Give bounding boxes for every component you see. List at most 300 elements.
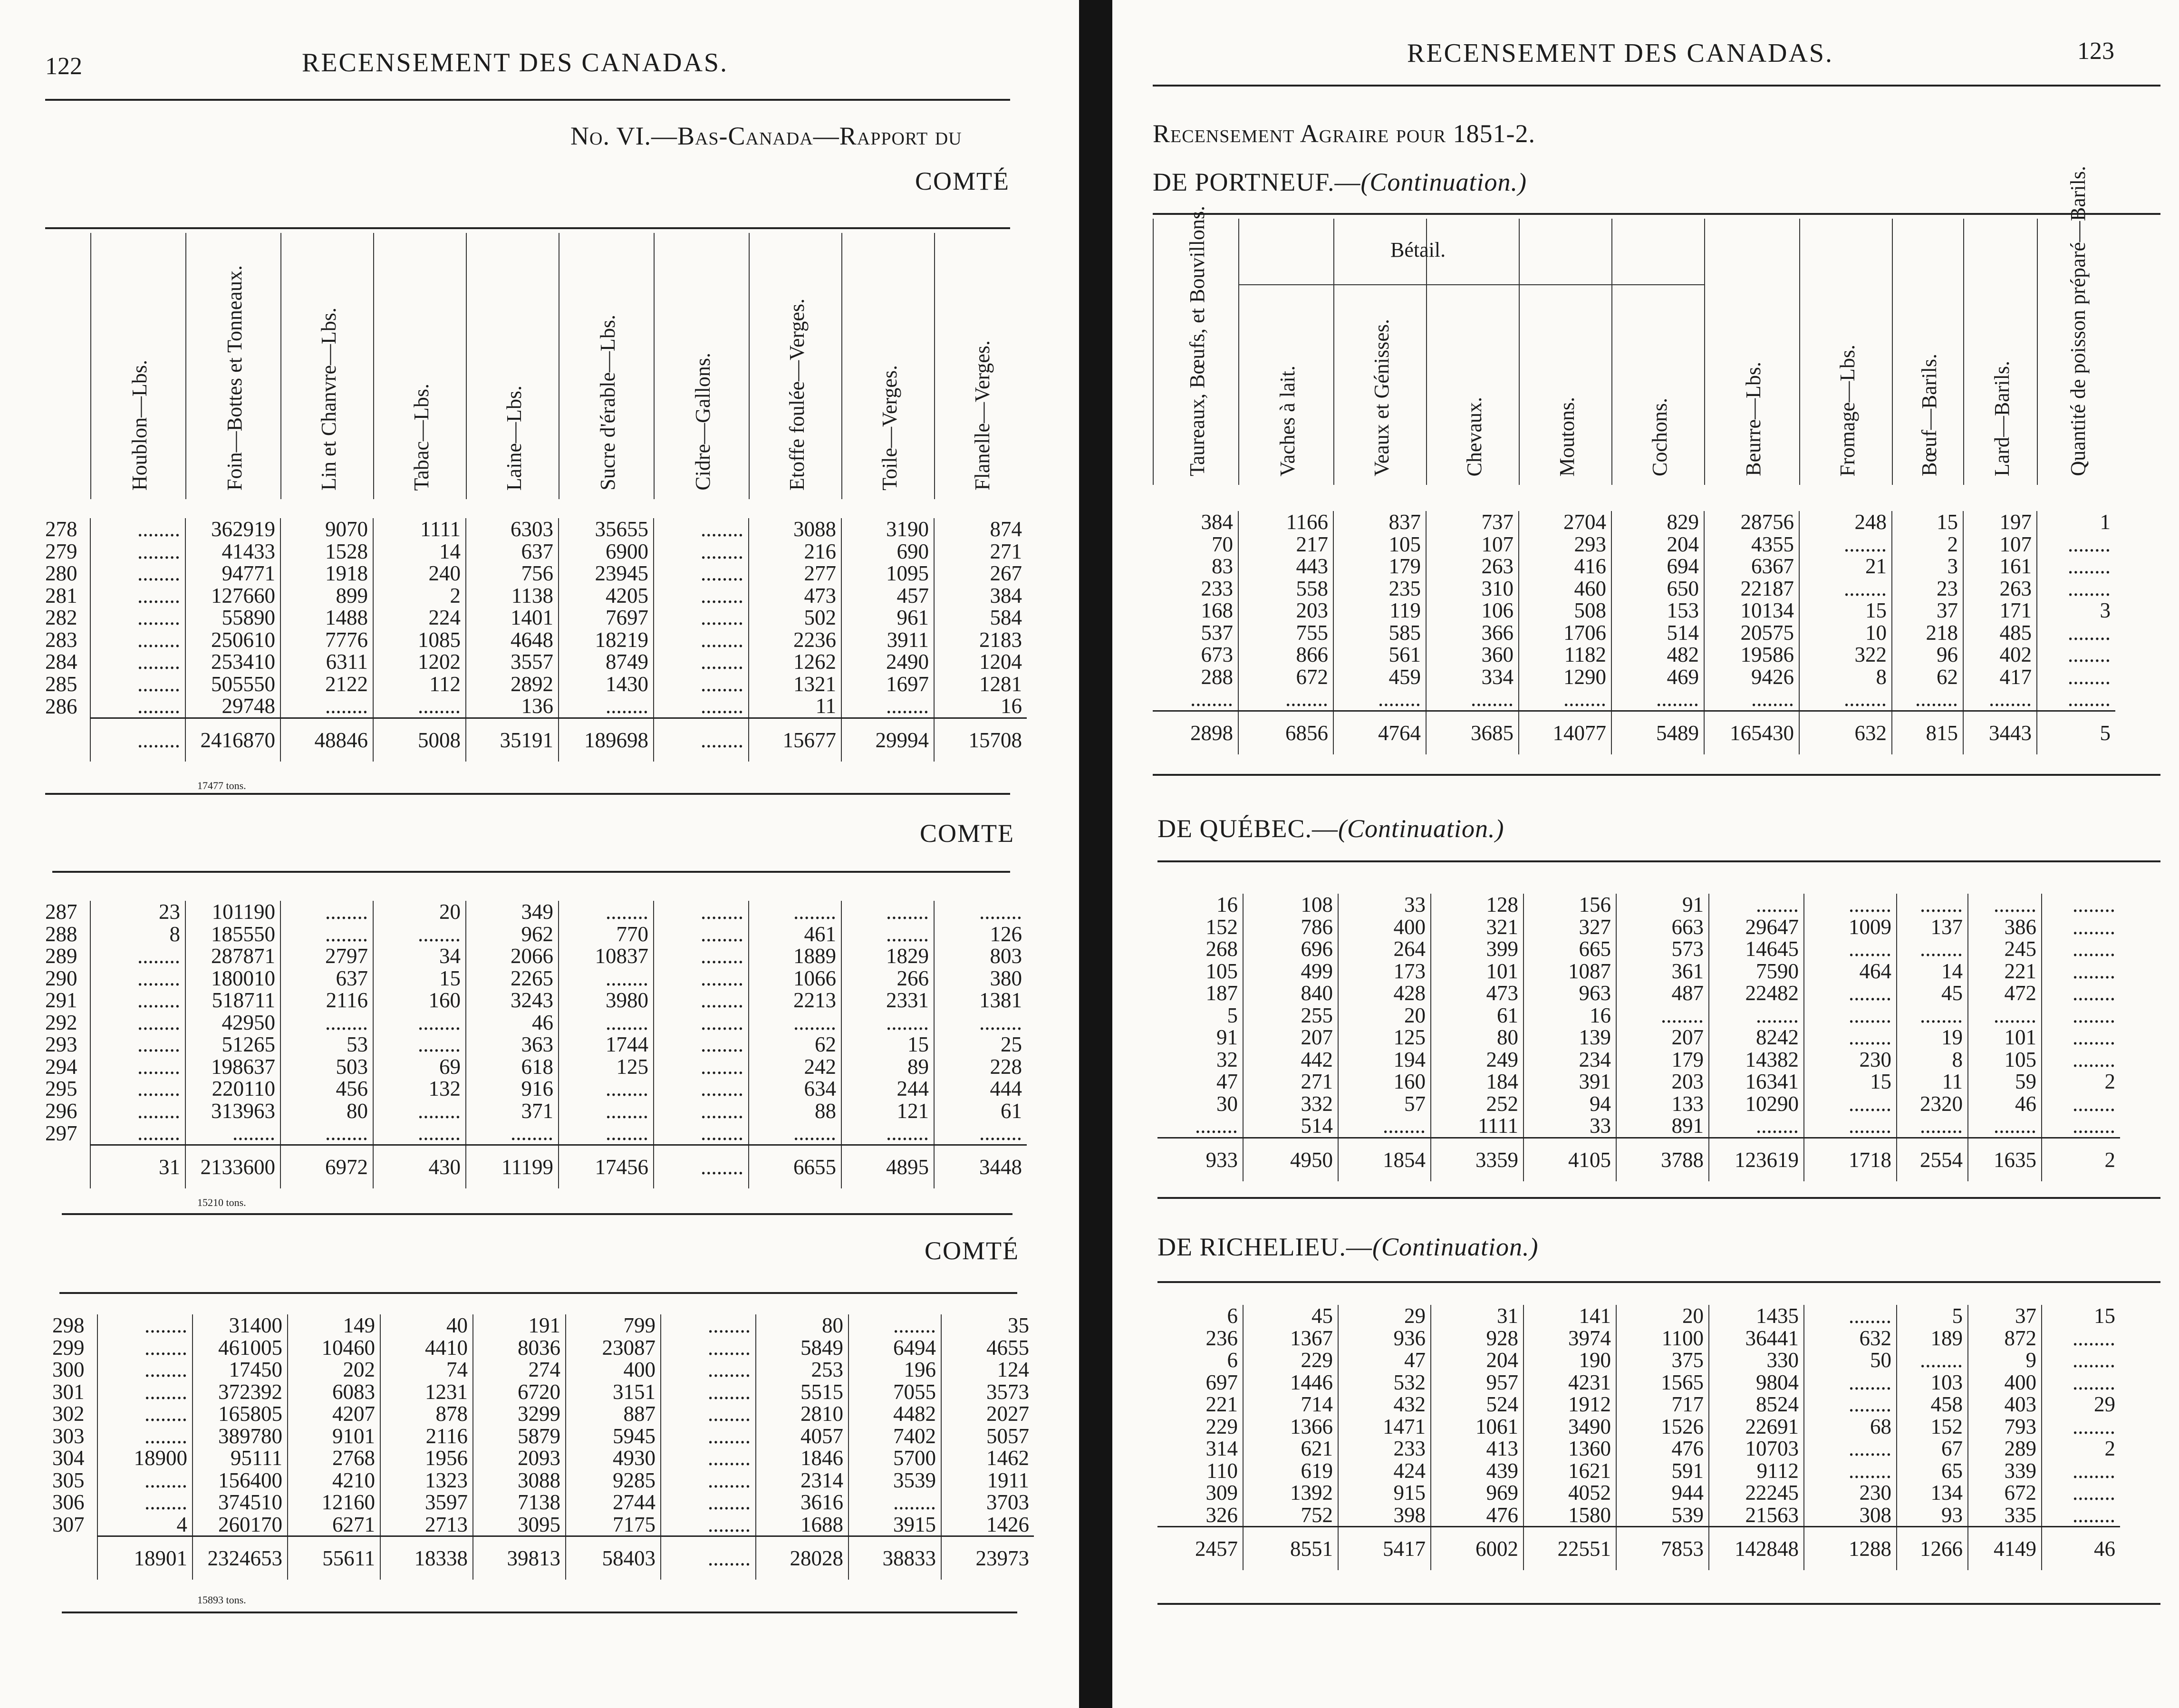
- table-cell: 22691: [1709, 1416, 1804, 1438]
- table-row: [1157, 1004, 2120, 1027]
- table-cell: 391: [1523, 1071, 1616, 1093]
- table-cell: [45, 1145, 90, 1188]
- table-cell: 3980: [559, 989, 654, 1012]
- table-cell: 2768: [288, 1447, 380, 1469]
- table-cell: ........: [90, 1078, 185, 1100]
- running-head: RECENSEMENT DES CANADAS.: [1407, 39, 1834, 68]
- left-page: [0, 0, 1079, 1708]
- divider: [59, 1292, 1017, 1294]
- table-row: [1153, 533, 2115, 556]
- table-cell: 799: [566, 1314, 661, 1337]
- table-cell: 786: [1243, 916, 1338, 938]
- divider: [1157, 1603, 2160, 1605]
- table-cell: 22245: [1709, 1482, 1804, 1504]
- table-cell: 360: [1426, 644, 1519, 666]
- row-number: 294: [45, 1054, 77, 1079]
- table-cell: ........: [373, 1012, 466, 1034]
- table-cell: ........: [1804, 1460, 1897, 1482]
- table-cell: 253: [756, 1359, 848, 1381]
- row-number: 283: [45, 627, 77, 652]
- table-cell: 8: [90, 923, 185, 946]
- table-cell: 229: [1243, 1349, 1338, 1371]
- table-cell: 424: [1338, 1460, 1431, 1482]
- table-cell: 473: [1431, 982, 1523, 1004]
- running-head: RECENSEMENT DES CANADAS.: [302, 48, 729, 77]
- table-cell: 230: [1804, 1049, 1897, 1071]
- table-cell: 3573: [941, 1381, 1034, 1403]
- table-cell: 1401: [466, 607, 559, 629]
- table-cell: 89: [841, 1056, 934, 1078]
- total-cell: 4764: [1333, 711, 1426, 754]
- table-cell: ........: [559, 1122, 654, 1145]
- table-cell: 221: [1968, 960, 2042, 983]
- table-cell: 558: [1238, 578, 1333, 600]
- table-cell: 23: [90, 901, 185, 923]
- table-cell: 96: [1892, 644, 1963, 666]
- column-header-label: Foin—Bottes et Tonneaux.: [223, 265, 246, 491]
- column-header: [1799, 219, 1893, 485]
- table-cell: 94771: [185, 562, 280, 585]
- table-cell: 4207: [288, 1403, 380, 1425]
- total-cell: 5: [2037, 711, 2115, 754]
- table-cell: 314: [1205, 1437, 1238, 1460]
- table-cell: ........: [90, 1056, 185, 1078]
- table-cell: 5: [1227, 1003, 1238, 1027]
- table-cell: 963: [1523, 982, 1616, 1004]
- total-cell: 38833: [848, 1536, 941, 1580]
- table-cell: ........: [654, 585, 749, 607]
- table-cell: 25: [934, 1033, 1027, 1056]
- table-cell: 3597: [380, 1491, 473, 1514]
- table-cell: 3557: [466, 651, 559, 673]
- county-name: DE RICHELIEU.—: [1157, 1233, 1372, 1261]
- table-cell: 216: [749, 540, 841, 563]
- table-cell: ........: [654, 923, 749, 946]
- table-cell: 618: [466, 1056, 559, 1078]
- table-cell: ........: [654, 607, 749, 629]
- table-cell: 160: [1338, 1071, 1431, 1093]
- table-cell: ........: [661, 1514, 756, 1536]
- total-cell: 58403: [566, 1536, 661, 1580]
- table-cell: 264: [1338, 938, 1431, 960]
- table-cell: ........: [90, 673, 185, 695]
- table-cell: ........: [1804, 1115, 1897, 1138]
- table-cell: ........: [661, 1425, 756, 1447]
- table-cell: 67: [1897, 1438, 1968, 1460]
- table-cell: 36441: [1709, 1327, 1804, 1350]
- table-cell: 2314: [756, 1469, 848, 1492]
- table-cell: 10290: [1709, 1093, 1804, 1115]
- table-cell: 127660: [185, 585, 280, 607]
- total-cell: 28028: [756, 1536, 848, 1580]
- table-cell: 112: [373, 673, 466, 695]
- table-cell: 524: [1431, 1393, 1523, 1416]
- totals-row: [1153, 711, 2115, 754]
- table-row: [52, 1359, 1034, 1381]
- table-cell: 6: [1227, 1348, 1238, 1372]
- table-cell: ........: [841, 923, 934, 946]
- table-cell: 128: [1431, 894, 1523, 916]
- table-cell: 7590: [1709, 960, 1804, 983]
- table-cell: 198637: [185, 1056, 280, 1078]
- column-header-label: Quantité de poisson préparé—Barils.: [2066, 166, 2090, 476]
- table-cell: 1911: [941, 1469, 1034, 1492]
- table-cell: 5057: [941, 1425, 1034, 1447]
- table-cell: 6311: [280, 651, 373, 673]
- table-cell: 288: [1201, 665, 1233, 689]
- table-cell: 136: [466, 695, 559, 718]
- table-cell: 9: [1968, 1349, 2042, 1371]
- table-cell: 332: [1243, 1093, 1338, 1115]
- table-cell: 335: [1968, 1504, 2042, 1527]
- table-cell: 1956: [380, 1447, 473, 1469]
- table-cell: 4410: [380, 1337, 473, 1359]
- table-cell: 18900: [97, 1447, 193, 1469]
- table-cell: ........: [654, 945, 749, 967]
- table-cell: 3299: [473, 1403, 566, 1425]
- row-number: 291: [45, 988, 77, 1012]
- table-cell: ........: [654, 1056, 749, 1078]
- table-cell: 80: [280, 1100, 373, 1122]
- table-row: [1157, 1093, 2120, 1115]
- table-cell: 29: [1338, 1305, 1431, 1327]
- table-cell: 9426: [1704, 666, 1799, 688]
- table-cell: 663: [1616, 916, 1709, 938]
- table-cell: 469: [1611, 666, 1704, 688]
- table-cell: ........: [97, 1337, 193, 1359]
- table-cell: 696: [1243, 938, 1338, 960]
- data-table: [1157, 1305, 2120, 1570]
- table-row: [52, 1447, 1034, 1469]
- table-row: [45, 945, 1027, 967]
- table-cell: ........: [185, 1122, 280, 1145]
- table-cell: 3095: [473, 1514, 566, 1536]
- table-cell: 249: [1431, 1049, 1523, 1071]
- table-cell: 91: [1216, 1025, 1238, 1049]
- table-cell: 7776: [280, 629, 373, 651]
- table-cell: 23: [1892, 578, 1963, 600]
- table-cell: ........: [2037, 533, 2115, 556]
- table-cell: 2122: [280, 673, 373, 695]
- table-cell: ........: [90, 967, 185, 990]
- total-cell: 46: [2042, 1527, 2120, 1571]
- table-cell: ........: [661, 1337, 756, 1359]
- table-cell: 18219: [559, 629, 654, 651]
- table-cell: 47: [1216, 1070, 1238, 1093]
- table-cell: 1912: [1523, 1393, 1616, 1416]
- column-header: [280, 233, 374, 499]
- total-cell: 123619: [1709, 1138, 1804, 1181]
- table-cell: ........: [97, 1359, 193, 1381]
- table-cell: 887: [566, 1403, 661, 1425]
- table-cell: 417: [1963, 666, 2037, 688]
- table-cell: 443: [1238, 555, 1333, 578]
- table-cell: 14: [373, 540, 466, 563]
- table-cell: 514: [1611, 622, 1704, 644]
- table-cell: ........: [654, 540, 749, 563]
- table-cell: 327: [1523, 916, 1616, 938]
- table-cell: 384: [934, 585, 1027, 607]
- table-cell: 263: [1963, 578, 2037, 600]
- table-cell: ........: [1968, 1004, 2042, 1027]
- table-cell: 191: [473, 1314, 566, 1337]
- table-cell: 152: [1897, 1416, 1968, 1438]
- total-cell: 6856: [1238, 711, 1333, 754]
- divider: [1157, 1197, 2160, 1199]
- table-row: [1157, 1416, 2120, 1438]
- table-cell: 619: [1243, 1460, 1338, 1482]
- table-cell: 185550: [185, 923, 280, 946]
- table-cell: 461005: [193, 1337, 288, 1359]
- table-cell: 3088: [473, 1469, 566, 1492]
- table-cell: 7402: [848, 1425, 941, 1447]
- table-cell: 16: [934, 695, 1027, 718]
- table-row: [1157, 982, 2120, 1004]
- total-cell: 6002: [1431, 1527, 1523, 1571]
- table-cell: ........: [654, 651, 749, 673]
- table-cell: 106: [1426, 599, 1519, 622]
- table-cell: 962: [466, 923, 559, 946]
- table-cell: 1360: [1523, 1438, 1616, 1460]
- table-cell: 2213: [749, 989, 841, 1012]
- table-cell: ........: [2042, 1460, 2120, 1482]
- table-row: [1157, 1393, 2120, 1416]
- table-row: [45, 540, 1027, 563]
- table-cell: 6083: [288, 1381, 380, 1403]
- column-header: [466, 233, 559, 499]
- table-cell: 202: [288, 1359, 380, 1381]
- table-cell: ........: [2042, 1115, 2120, 1138]
- total-cell: 11199: [466, 1145, 559, 1188]
- table-row: [45, 967, 1027, 990]
- table-cell: 119: [1333, 599, 1426, 622]
- total-cell: 31: [90, 1145, 185, 1188]
- table-cell: ........: [841, 695, 934, 718]
- table-cell: 21: [1799, 555, 1892, 578]
- table-cell: 1435: [1709, 1305, 1804, 1327]
- table-cell: ........: [90, 585, 185, 607]
- total-cell: 632: [1799, 711, 1892, 754]
- table-row: [1157, 1327, 2120, 1350]
- total-cell: 3448: [934, 1145, 1027, 1188]
- table-cell: ........: [90, 562, 185, 585]
- table-cell: 3190: [841, 518, 934, 540]
- table-cell: 1290: [1519, 666, 1611, 688]
- total-cell: 1266: [1897, 1527, 1968, 1571]
- table-cell: 2810: [756, 1403, 848, 1425]
- table-cell: 460: [1519, 578, 1611, 600]
- table-cell: 10134: [1704, 599, 1799, 622]
- table-cell: 3088: [749, 518, 841, 540]
- table-cell: ........: [654, 673, 749, 695]
- total-cell: 8551: [1243, 1527, 1338, 1571]
- table-cell: 5515: [756, 1381, 848, 1403]
- table-cell: 1202: [373, 651, 466, 673]
- table-cell: 3: [2037, 599, 2115, 622]
- total-cell: 2554: [1897, 1138, 1968, 1181]
- table-cell: 110: [1206, 1458, 1238, 1483]
- table-cell: 9804: [1709, 1371, 1804, 1394]
- column-header-label: Cidre—Gallons.: [691, 353, 714, 491]
- table-row: [52, 1469, 1034, 1492]
- table-cell: ........: [1804, 1393, 1897, 1416]
- table-cell: 228: [934, 1056, 1027, 1078]
- table-cell: 203: [1238, 599, 1333, 622]
- total-cell: 14077: [1519, 711, 1611, 754]
- total-cell: 6972: [280, 1145, 373, 1188]
- continuation-label: (Continuation.): [1338, 814, 1504, 843]
- table-cell: ........: [280, 923, 373, 946]
- table-cell: 242: [749, 1056, 841, 1078]
- table-cell: 20575: [1704, 622, 1799, 644]
- table-row: [1157, 1115, 2120, 1138]
- table-cell: 35655: [559, 518, 654, 540]
- table-row: [45, 923, 1027, 946]
- table-cell: ........: [2042, 1416, 2120, 1438]
- table-cell: ........: [1616, 1004, 1709, 1027]
- row-number: 301: [52, 1380, 85, 1404]
- table-cell: 457: [841, 585, 934, 607]
- table-cell: 45: [1243, 1305, 1338, 1327]
- table-cell: 65: [1897, 1460, 1968, 1482]
- table-cell: 402: [1963, 644, 2037, 666]
- table-cell: 9112: [1709, 1460, 1804, 1482]
- table-cell: 672: [1238, 666, 1333, 688]
- table-cell: 139: [1523, 1026, 1616, 1049]
- table-cell: 107: [1426, 533, 1519, 556]
- table-cell: 416: [1519, 555, 1611, 578]
- total-cell: 430: [373, 1145, 466, 1188]
- table-cell: ........: [2042, 982, 2120, 1004]
- total-cell: 39813: [473, 1536, 566, 1580]
- divider: [1153, 774, 2160, 776]
- table-cell: 220110: [185, 1078, 280, 1100]
- row-number: 305: [52, 1468, 85, 1492]
- table-cell: 42950: [185, 1012, 280, 1034]
- table-cell: ........: [559, 1100, 654, 1122]
- table-cell: ........: [1799, 533, 1892, 556]
- table-cell: 5700: [848, 1447, 941, 1469]
- table-cell: 476: [1431, 1504, 1523, 1527]
- table-cell: 22187: [1704, 578, 1799, 600]
- table-cell: ........: [654, 989, 749, 1012]
- table-cell: 1621: [1523, 1460, 1616, 1482]
- total-cell: 1635: [1968, 1138, 2042, 1181]
- table-cell: 878: [380, 1403, 473, 1425]
- table-cell: ........: [841, 1122, 934, 1145]
- table-cell: 233: [1201, 576, 1233, 600]
- table-cell: ........: [1804, 1004, 1897, 1027]
- table-cell: 532: [1338, 1371, 1431, 1394]
- table-cell: 137: [1897, 916, 1968, 938]
- table-cell: 1430: [559, 673, 654, 695]
- row-number: 282: [45, 606, 77, 629]
- table-cell: 47: [1338, 1349, 1431, 1371]
- table-row: [1157, 1460, 2120, 1482]
- totals-row: [1157, 1138, 2120, 1181]
- table-cell: 637: [466, 540, 559, 563]
- table-cell: 244: [841, 1078, 934, 1100]
- column-header-label: Vaches à lait.: [1276, 365, 1299, 476]
- table-cell: 891: [1616, 1115, 1709, 1138]
- totals-row: [52, 1536, 1034, 1580]
- table-cell: 8: [1897, 1049, 1968, 1071]
- table-row: [1157, 960, 2120, 983]
- table-cell: 6303: [466, 518, 559, 540]
- table-cell: 4210: [288, 1469, 380, 1492]
- table-cell: 1580: [1523, 1504, 1616, 1527]
- table-row: [45, 518, 1027, 540]
- table-cell: 2: [373, 585, 466, 607]
- table-cell: ........: [90, 629, 185, 651]
- table-cell: 714: [1243, 1393, 1338, 1416]
- total-cell: 3685: [1426, 711, 1519, 754]
- table-cell: ........: [654, 695, 749, 718]
- row-number: 296: [45, 1099, 77, 1123]
- table-cell: 2183: [934, 629, 1027, 651]
- table-cell: 2236: [749, 629, 841, 651]
- total-cell: 5417: [1338, 1527, 1431, 1571]
- table-cell: 253410: [185, 651, 280, 673]
- table-cell: ........: [934, 901, 1027, 923]
- table-cell: ........: [661, 1403, 756, 1425]
- table-cell: 308: [1804, 1504, 1897, 1527]
- table-cell: 165805: [193, 1403, 288, 1425]
- table-cell: 737: [1426, 511, 1519, 533]
- table-cell: 277: [749, 562, 841, 585]
- table-cell: ........: [2037, 578, 2115, 600]
- table-cell: 57: [1338, 1093, 1431, 1115]
- table-cell: 499: [1243, 960, 1338, 983]
- table-cell: 180010: [185, 967, 280, 990]
- table-cell: 6494: [848, 1337, 941, 1359]
- table-cell: 184: [1431, 1071, 1523, 1093]
- table-cell: 634: [749, 1078, 841, 1100]
- table-cell: ........: [1804, 1093, 1897, 1115]
- table-cell: ........: [654, 967, 749, 990]
- table-cell: 34: [373, 945, 466, 967]
- table-cell: 134: [1897, 1482, 1968, 1504]
- county-name: DE PORTNEUF.—: [1153, 168, 1361, 196]
- table-cell: 1446: [1243, 1371, 1338, 1394]
- table-cell: 5945: [566, 1425, 661, 1447]
- table-cell: 2: [1892, 533, 1963, 556]
- column-header-label: Cochons.: [1648, 398, 1671, 476]
- table-cell: 287871: [185, 945, 280, 967]
- table-cell: 539: [1616, 1504, 1709, 1527]
- column-header-label: Taureaux, Bœufs, et Bouvillons.: [1186, 206, 1209, 476]
- row-number: 297: [45, 1121, 77, 1145]
- table-cell: 248: [1799, 511, 1892, 533]
- total-cell: 4895: [841, 1145, 934, 1188]
- table-cell: 4: [97, 1514, 193, 1536]
- table-cell: 3243: [466, 989, 559, 1012]
- column-header: [654, 233, 750, 499]
- table-cell: 16341: [1709, 1071, 1804, 1093]
- table-row: [52, 1403, 1034, 1425]
- table-cell: 15: [2042, 1305, 2120, 1327]
- table-cell: 1744: [559, 1033, 654, 1056]
- report-title: No. VI.—Bas-Canada—Rapport du: [570, 122, 962, 150]
- table-cell: 5849: [756, 1337, 848, 1359]
- table-cell: 124: [941, 1359, 1034, 1381]
- table-cell: 20: [1338, 1004, 1431, 1027]
- table-cell: ........: [373, 1100, 466, 1122]
- table-row: [45, 585, 1027, 607]
- table-cell: ........: [1704, 688, 1799, 711]
- total-cell: 189698: [559, 718, 654, 762]
- table-cell: 3915: [848, 1514, 941, 1536]
